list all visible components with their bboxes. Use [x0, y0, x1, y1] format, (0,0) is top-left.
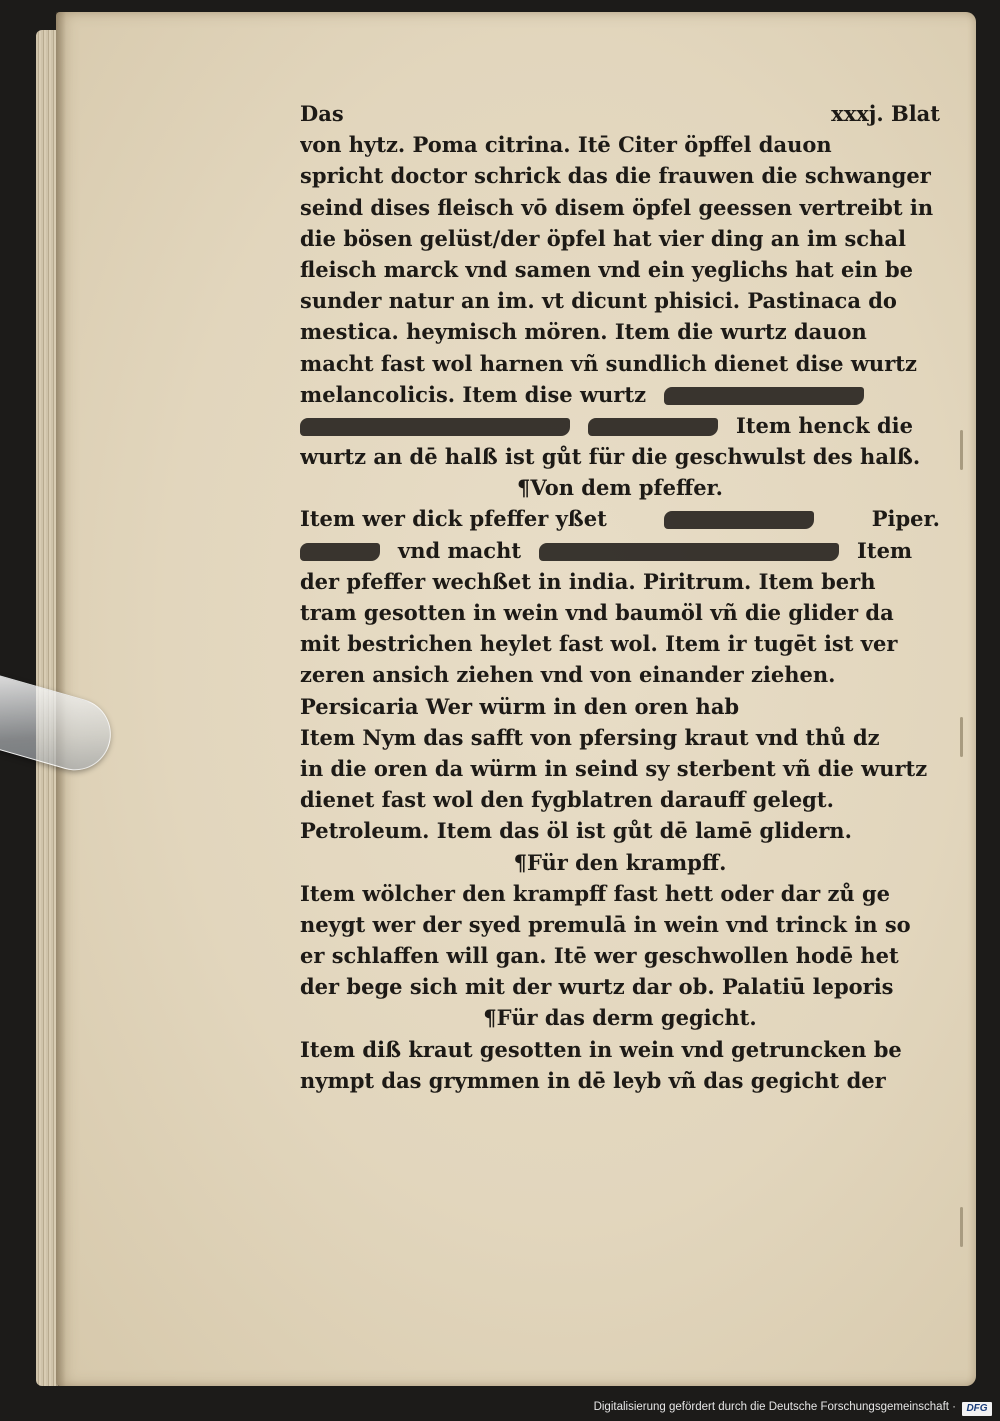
stitch-mark	[960, 430, 963, 470]
text-line: Persicaria Wer würm in den oren hab	[300, 693, 740, 719]
text-line: dienet fast wol den fygblatren darauff gelegt.	[300, 787, 834, 813]
text-line: er schlaffen will gan. Itē wer geschwollen hodē het	[300, 943, 899, 969]
text-line: Item wölcher den krampff fast hett oder dar zů ge	[300, 880, 891, 906]
funding-credit: Digitalisierung gefördert durch die Deutsche Forschungsgemeinschaft ·	[593, 1401, 956, 1413]
text-line: zeren ansich ziehen vnd von einander ziehen.	[300, 662, 836, 688]
section-heading: ¶Für das derm gegicht.	[483, 1005, 757, 1031]
text-line: der bege sich mit der wurtz dar ob. Palatiū leporis	[300, 974, 894, 1000]
running-header	[300, 98, 940, 129]
text-line: Item henck die	[300, 410, 940, 441]
redacted-passage	[664, 387, 864, 405]
text-line: fleisch marck vnd samen vnd ein yeglichs hat ein be	[300, 256, 914, 282]
text-line: sunder natur an im. vt dicunt phisici. Pastinaca do	[300, 288, 897, 314]
redacted-passage	[588, 418, 718, 436]
redacted-passage	[664, 511, 814, 529]
section-heading: ¶Von dem pfeffer.	[516, 475, 723, 501]
text-line: nympt das grymmen in dē leyb vñ das gegicht der	[300, 1067, 886, 1093]
dfg-logo: DFG	[962, 1402, 992, 1416]
section-heading: ¶Für den krampff.	[513, 849, 727, 875]
text-line: macht fast wol harnen vñ sundlich dienet dise wurtz	[300, 350, 917, 376]
text-line: in die oren da würm in seind sy sterbent vñ die wurtz	[300, 755, 928, 781]
text-line: der pfeffer wechßet in india. Piritrum. Item berh	[300, 568, 876, 594]
text-line: Item diß kraut gesotten in wein vnd getruncken be	[300, 1036, 902, 1062]
text-line: tram gesotten in wein vnd baumöl vñ die glider da	[300, 600, 894, 625]
text-line: spricht doctor schrick das die frauwen die schwanger	[300, 163, 931, 189]
text-line: die bösen gelüst/der öpfel hat vier ding an im schal	[300, 225, 906, 251]
redacted-passage	[539, 543, 839, 561]
redacted-passage	[300, 543, 380, 561]
text-line: melancolicis. Item dise wurtz	[300, 379, 940, 410]
stitch-mark	[960, 1207, 963, 1247]
text-line: neygt wer der syed premulā in wein vnd trinck in so	[300, 911, 911, 937]
stitch-mark	[960, 717, 963, 757]
text-line: mit bestrichen heylet fast wol. Item ir tugēt ist ver	[300, 631, 898, 657]
text-line: wurtz an dē halß ist gůt für die geschwulst des halß.	[300, 444, 921, 470]
redacted-passage	[300, 418, 570, 436]
text-line: Petroleum. Item das öl ist gůt dē lamē glidern.	[300, 818, 852, 844]
header-left: Das	[300, 101, 344, 126]
text-line: von hytz. Poma citrina. Itē Citer öpffel dauon	[300, 132, 832, 158]
footer-bar	[0, 1398, 1000, 1421]
text-line: Item Nym das safft von pfersing kraut vnd thů dz	[300, 724, 880, 750]
header-folio: xxxj. Blat	[831, 101, 940, 126]
text-line: mestica. heymisch mören. Item die wurtz dauon	[300, 319, 867, 345]
printed-text	[300, 98, 940, 1096]
text-line: seind dises fleisch vō disem öpfel geessen vertreibt in	[300, 194, 934, 220]
text-line: vnd macht Item	[300, 535, 940, 566]
text-line: Item wer dick pfeffer yßet Piper.	[300, 506, 940, 532]
